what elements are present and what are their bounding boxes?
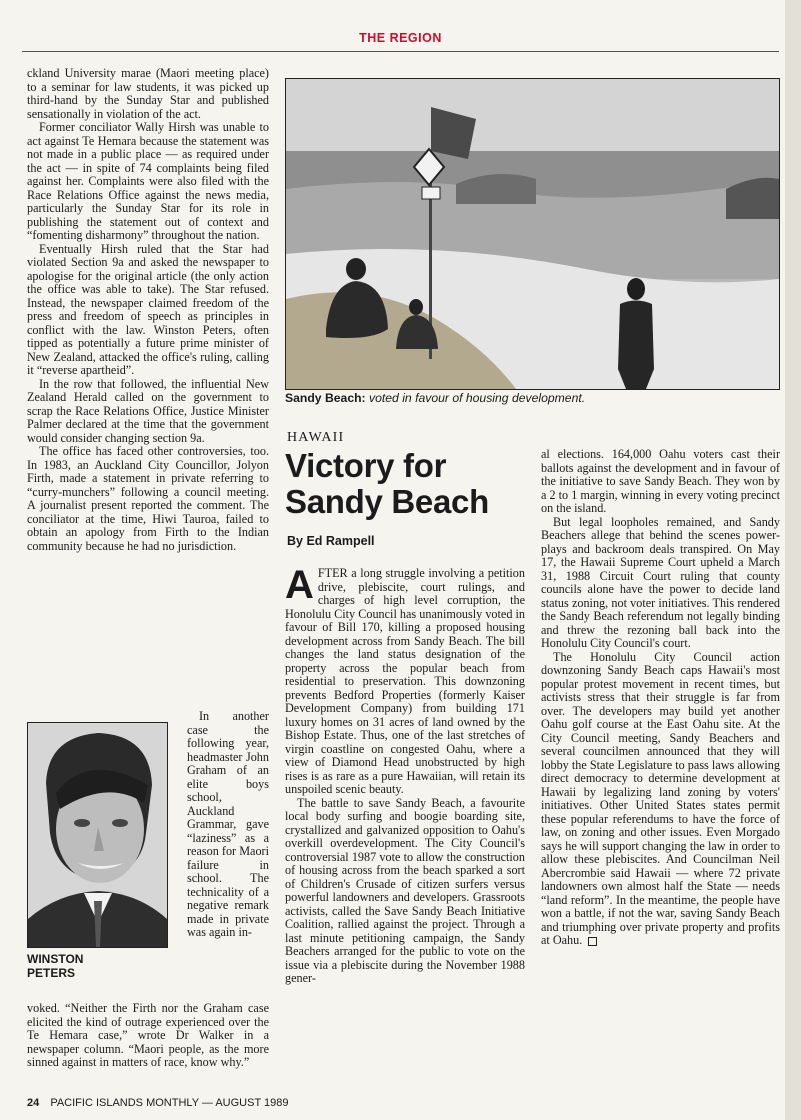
headline-line1: Victory for (285, 447, 447, 484)
article-byline: By Ed Rampell (287, 534, 375, 548)
article-paragraph-5 (541, 651, 780, 948)
portrait-image (28, 723, 167, 947)
end-mark-icon (588, 937, 597, 946)
article-headline (285, 448, 525, 520)
portrait-caption-line1: WINSTON (27, 952, 84, 966)
header-rule (22, 51, 779, 52)
section-header (0, 31, 801, 45)
section-title: THE REGION (359, 31, 442, 45)
article-paragraph-3: al elections. 164,000 Oahu voters cast their ballots against the development and in favour of the initiative to save Sandy Beach. They won by a 2 to 1 margin, winning in every voting precinct on the island. (541, 447, 780, 515)
page-edge (785, 0, 801, 1120)
article-kicker: HAWAII (287, 430, 345, 445)
portrait-caption-line2: PETERS (27, 965, 76, 980)
article-paragraph-5-text: The Honolulu City Council action downzoning Sandy Beach caps Hawaii's most popular protest movement in recent times, but activists stress that their struggle is far from over. The developers may build yet another Oahu golf course at the East Oahu site. At the City Council meeting, Sandy Beachers and several councilmen announced that they will lobby the State Legislature to pass laws allowing direct democracy to determine development at Hawaii by legalizing land zoning by voters' initiatives. Other United States states permit these popular referendums to have the force of law, on zoning and other issues. Even Morgado says he will support changing the law in order to allow these plebiscites. And Councilman Neil Abercrombie said Hawaii — where 72 private landowners own almost half the State — needs “land reform”. In the meantime, the people have won a battle, if not the war, saving Sandy Beach and triumphing over private property and profits at Oahu. (541, 649, 780, 947)
left-paragraph-2: Former conciliator Wally Hirsh was unable to act against Te Hemara because the statement was not made in a public place — as required under the act — in spite of 74 complaints being filed against her. Complaints were also filed with the Race Relations Office against the news media, particularly the Sunday Star for its role in publishing the statement out of context and “fomenting disharmony” throughout the nation. (27, 120, 269, 242)
portrait-caption (27, 953, 137, 980)
article-column-1 (285, 563, 525, 986)
article-paragraph-2: The battle to save Sandy Beach, a favourite local body surfing and boogie boarding site, crystallized and galvanized opposition to Oahu's overkill overdevelopment. The City Council's controversial 1987 vote to allow the construction of housing across from the beach sparked a sort of Children's Crusade of citizen surfers versus powerful landowners and developers. Grassroots activists, called the Save Sandy Beach Initiative Coalition, rallied against the project. Through a last minute petitioning campaign, the Sandy Beachers arranged for the public to vote on the issue via a plebiscite during the November 1988 gener- (285, 795, 525, 985)
left-bottom-paragraph: voked. “Neither the Firth nor the Graham case elicited the kind of outrage experienced over the Te Hemara case,” wrote Dr Walker in a newspaper column. “Maori people, as the more sinned against in matters of race, know why.” (27, 1001, 269, 1069)
page-footer (27, 1097, 289, 1109)
article-column-2 (541, 448, 780, 948)
page-number: 24 (27, 1097, 40, 1109)
winston-peters-portrait (27, 722, 168, 948)
article-paragraph-1-text: FTER a long struggle involving a petition drive, plebiscite, court rulings, and charges of high level corruption, the Honolulu City Council has unanimously voted in favour of Bill 170, killing a proposed housing development across from Sandy Beach. The bill changes the land status designation of the property across the popular beach from residential to preservation. This downzoning prevents Bedford Properties (formerly Kaiser Development Company) from building 171 luxury homes on 31 acres of land owned by the Bishop Estate. Thus, one of the last stretches of virgin coastline on congested Oahu, where a view of Diamond Head unobstructed by high rises is as rare as a pure Hawaiian, will retain its unspoiled scenic beauty. (285, 566, 525, 796)
headline-line2: Sandy Beach (285, 483, 489, 520)
sandy-beach-photo (285, 78, 780, 390)
left-wrap-paragraph: In another case the following year, headmaster John Graham of an elite boys school, Auckland Grammar, gave “laziness” as a reason for Maori failure in school. The technicality of a negative remark made in private was again in- (187, 709, 269, 939)
article-paragraph-4: But legal loopholes remained, and Sandy Beachers allege that behind the scenes power-plays and backroom deals transpired. On May 17, the Hawaii Supreme Court upheld a March 31, 1988 Circuit Court ruling that county councils alone have the power to decide land status zoning, not voter initiatives. This rendered the Sandy Beach referendum not legally binding and threw the rezoning ball back into the Honolulu City Council's court. (541, 514, 780, 650)
drop-cap: A (285, 563, 314, 607)
left-bottom-column (27, 1002, 269, 1070)
left-paragraph-3: Eventually Hirsh ruled that the Star had violated Section 9a and asked the newspaper to apologise for the original article (the only action the office was able to take). The Star refused. Instead, the newspaper claimed freedom of the press and freedom of speech as principles in conflict with the law. Winston Peters, often tipped as potentially a future prime minister of New Zealand, attacked the office's ruling, calling it “reverse apartheid”. (27, 241, 269, 377)
article-paragraph-1 (285, 563, 525, 797)
left-paragraph-5: The office has faced other controversies, too. In 1983, an Auckland City Councillor, Jolyon Firth, made a statement in private referring to “curry-munchers” following a council meeting. A journalist present reported the comment. The conciliator at the time, Hiwi Tauroa, failed to obtain an apology from Firth to the Indian community because he had no jurisdiction. (27, 444, 269, 553)
photo-caption-label: Sandy Beach: (285, 391, 366, 405)
beach-scene-image (286, 79, 779, 389)
photo-caption-text: voted in favour of housing development. (369, 391, 586, 405)
photo-caption (285, 391, 778, 405)
left-paragraph-1: ckland University marae (Maori meeting place) to a seminar for law students, it was picked up third-hand by the Sunday Star and published sensationally in violation of the act. (27, 66, 269, 121)
left-wrap-column (187, 710, 269, 940)
left-column (27, 67, 269, 553)
publication-line: PACIFIC ISLANDS MONTHLY — AUGUST 1989 (50, 1097, 289, 1109)
left-paragraph-4: In the row that followed, the influential New Zealand Herald called on the government to scrap the Race Relations Office, Justice Minister Palmer declared at the time that the government would consider changing section 9a. (27, 376, 269, 445)
